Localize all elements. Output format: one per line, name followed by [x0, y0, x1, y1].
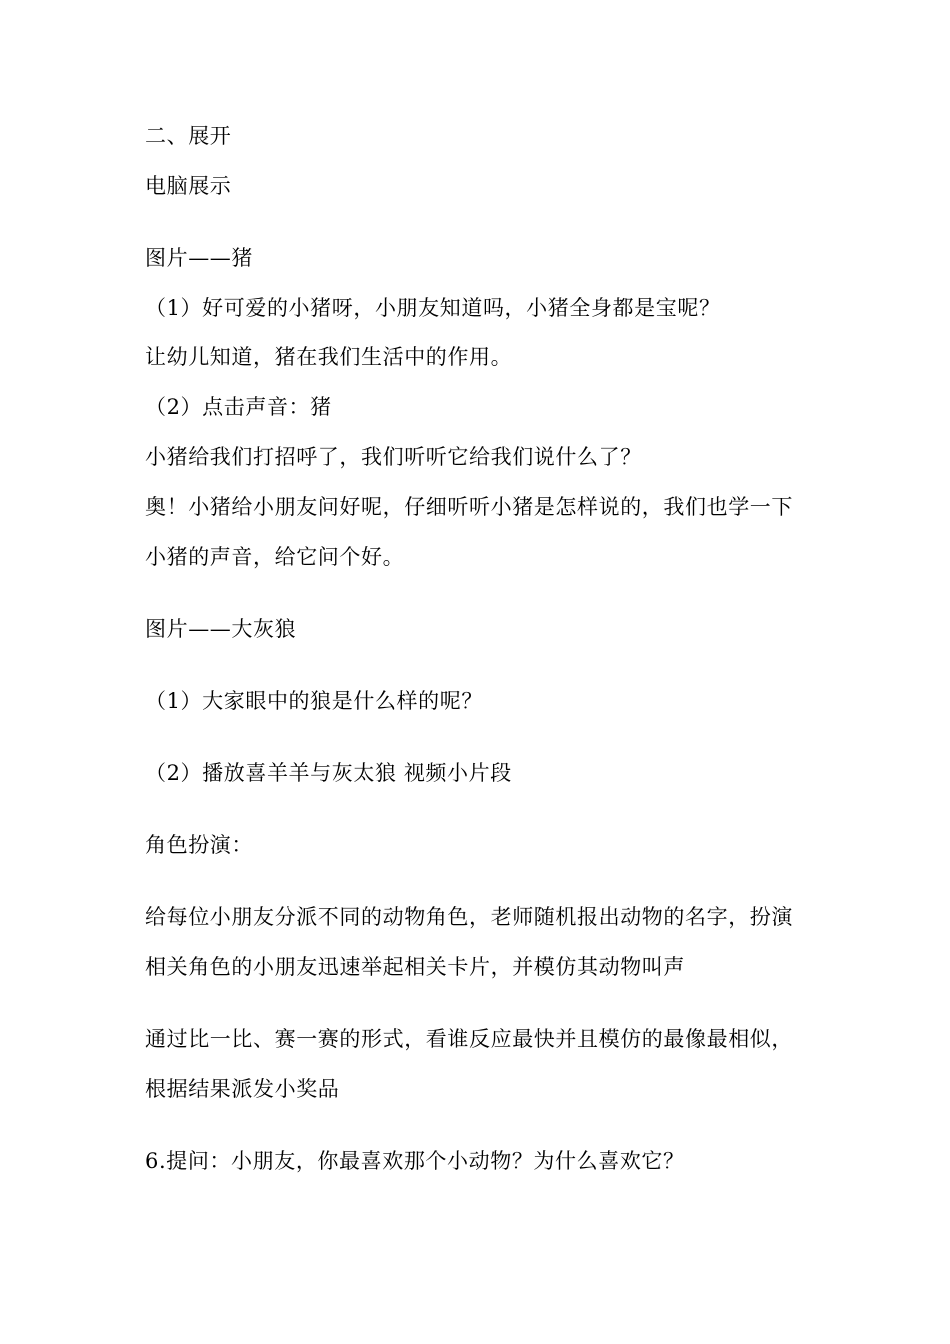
paragraph-line: 小猪给我们打招呼了，我们听听它给我们说什么了？	[145, 445, 642, 469]
paragraph-line: （1）好可爱的小猪呀，小朋友知道吗，小猪全身都是宝呢？	[145, 296, 721, 320]
paragraph-line: 根据结果派发小奖品	[145, 1077, 340, 1101]
section-heading: 二、展开	[145, 124, 232, 148]
paragraph-line: 让幼儿知道，猪在我们生活中的作用。	[145, 345, 513, 369]
paragraph-line: 小猪的声音，给它问个好。	[145, 545, 405, 569]
paragraph-line: （2）点击声音：猪	[145, 395, 332, 419]
paragraph-line: 奥！小猪给小朋友问好呢，仔细听听小猪是怎样说的，我们也学一下	[145, 495, 793, 519]
paragraph-line: （1）大家眼中的狼是什么样的呢？	[145, 689, 483, 713]
paragraph-line: （2）播放喜羊羊与灰太狼 视频小片段	[145, 761, 512, 785]
paragraph-line: 给每位小朋友分派不同的动物角色，老师随机报出动物的名字，扮演	[145, 905, 793, 929]
question-line: 6.提问：小朋友，你最喜欢那个小动物？为什么喜欢它？	[145, 1149, 685, 1173]
subheading-pig: 图片——猪	[145, 246, 253, 270]
paragraph-line: 电脑展示	[145, 174, 232, 198]
paragraph-line: 相关角色的小朋友迅速举起相关卡片，并模仿其动物叫声	[145, 955, 685, 979]
paragraph-line: 通过比一比、赛一赛的形式，看谁反应最快并且模仿的最像最相似，	[145, 1027, 793, 1051]
subheading-wolf: 图片——大灰狼	[145, 617, 297, 641]
subheading-role-play: 角色扮演：	[145, 833, 253, 857]
